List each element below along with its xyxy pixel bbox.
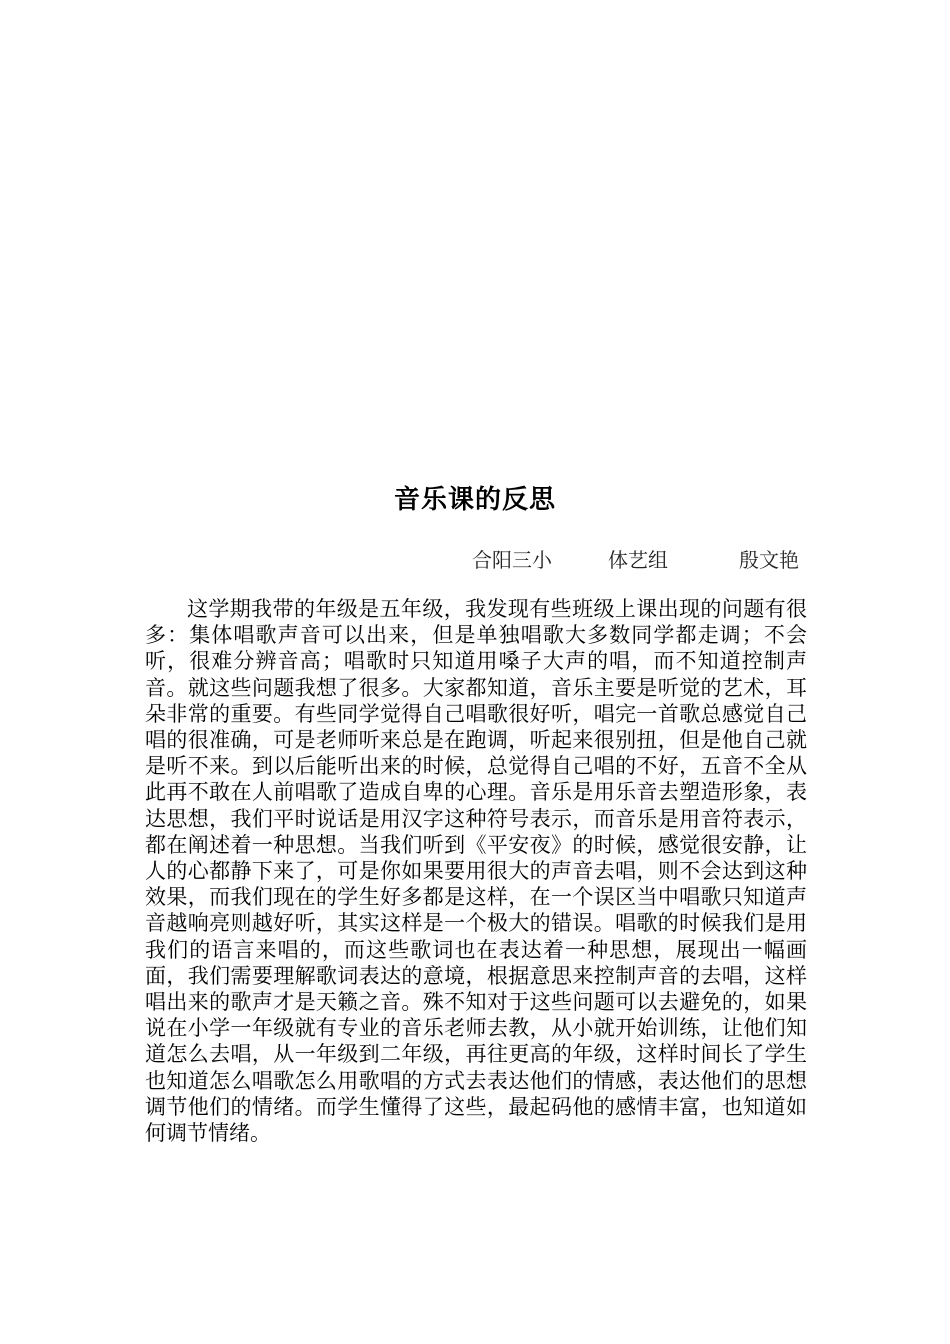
body-paragraph: 这学期我带的年级是五年级，我发现有些班级上课出现的问题有很多：集体唱歌声音可以出来，但是单独唱歌大多数同学都走调；不会听，很难分辨音高；唱歌时只知道用嗓子大声的唱，而不知道控制声音。就这些问题我想了很多。大家都知道，音乐主要是听觉的艺术，耳朵非常的重要。有些同学觉得自己唱歌很好听，唱完一首歌总感觉自己唱的很准确，可是老师听来总是在跑调，听起来很别扭，但是他自己就是听不来。到以后能听出来的时候，总觉得自己唱的不好，五音不全从此再不敢在人前唱歌了造成自卑的心理。音乐是用乐音去塑造形象，表达思想，我们平时说话是用汉字这种符号表示，而音乐是用音符表示，都在阐述着一种思想。当我们听到《平安夜》的时候，感觉很安静，让人的心都静下来了，可是你如果要用很大的声音去唱，则不会达到这种效果，而我们现在的学生好多都是这样，在一个误区当中唱歌只知道声音越响亮则越好听，其实这样是一个极大的错误。唱歌的时候我们是用我们的语言来唱的，而这些歌词也在表达着一种思想，展现出一幅画面，我们需要理解歌词表达的意境，根据意思来控制声音的去唱，这样唱出来的歌声才是天籁之音。殊不知对于这些问题可以去避免的，如果说在小学一年级就有专业的音乐老师去教，从小就开始训练，让他们知道怎么去唱，从一年级到二年级，再往更高的年级，这样时间长了学生也知道怎么唱歌怎么用歌唱的方式去表达他们的情感，表达他们的思想调节他们的情绪。而学生懂得了这些，最起码他的感情丰富，也知道如何调节情绪。 [145, 597, 807, 1146]
document-title: 音乐课的反思 [393, 485, 556, 515]
byline-school: 合阳三小 [472, 548, 552, 572]
byline-author: 殷文艳 [739, 548, 799, 572]
byline-group: 体艺组 [608, 548, 668, 572]
byline [145, 545, 805, 575]
